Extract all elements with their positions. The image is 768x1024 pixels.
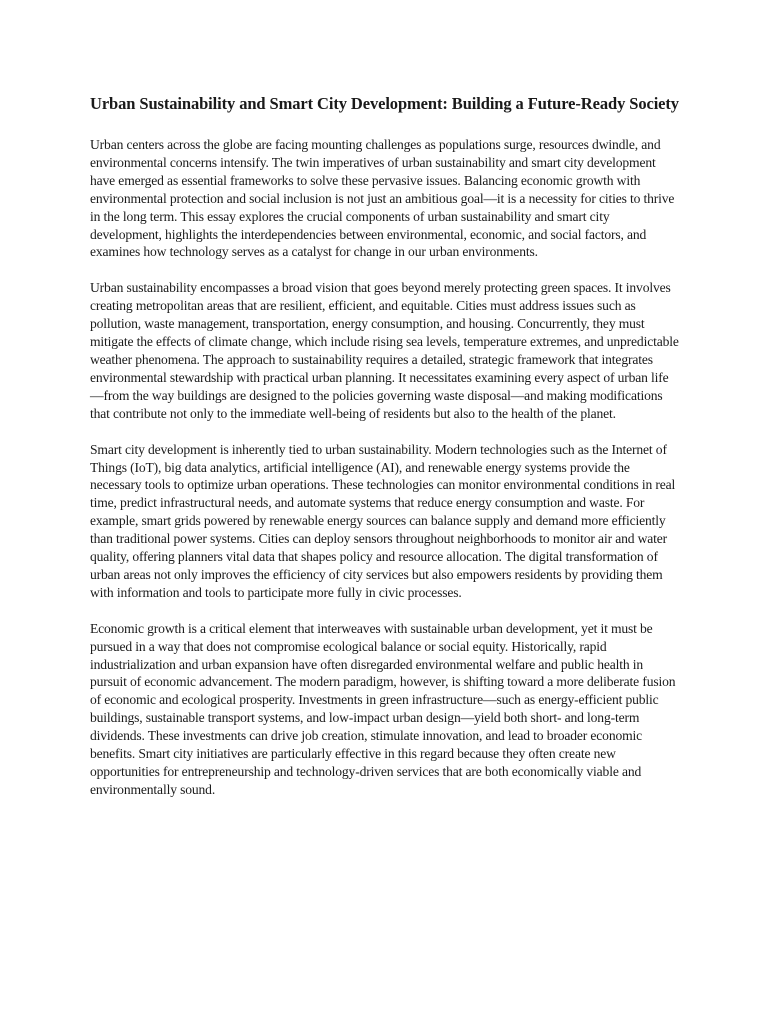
paragraph-urban-sustainability: Urban sustainability encompasses a broad vision that goes beyond merely protecting green spaces. It involves creating metropolitan areas that are resilient, efficient, and equitable. Cities must address issues such as pollution, waste management, transportation, energy consumption, and housing. Concurrently, they must mitigate the effects of climate change, which include rising sea levels, temperature extremes, and unpredictable weather phenomena. The approach to sustainability requires a detailed, strategic framework that integrates environmental stewardship with practical urban planning. It necessitates examining every aspect of urban life—from the way buildings are designed to the policies governing waste disposal—and making modifications that contribute not only to the immediate well-being of residents but also to the health of the planet. xyxy=(90,280,679,421)
paragraph-smart-city: Smart city development is inherently tied to urban sustainability. Modern technologies such as the Internet of Things (IoT), big data analytics, artificial intelligence (AI), and renewable energy systems provide the necessary tools to optimize urban operations. These technologies can monitor environmental conditions in real time, predict infrastructural needs, and automate systems that reduce energy consumption and waste. For example, smart grids powered by renewable energy sources can balance supply and demand more efficiently than traditional power systems. Cities can deploy sensors throughout neighborhoods to monitor air and water quality, offering planners vital data that shapes policy and resource allocation. The digital transformation of urban areas not only improves the efficiency of city services but also empowers residents by providing them with information and tools to participate more fully in civic processes. xyxy=(90,441,676,600)
paragraph-economic-growth: Economic growth is a critical element that interweaves with sustainable urban development, yet it must be pursued in a way that does not compromise ecological balance or social equity. Historically, rapid industrialization and urban expansion have often disregarded environmental welfare and public health in pursuit of economic advancement. The modern paradigm, however, is shifting toward a more deliberate fusion of economic and ecological prosperity. Investments in green infrastructure—such as energy-efficient public buildings, sustainable transport systems, and low-impact urban design—yield both short- and long-term dividends. These investments can drive job creation, stimulate innovation, and lead to broader economic benefits. Smart city initiatives are particularly effective in this regard because they often create new opportunities for entrepreneurship and technology-driven services that are both economically viable and environmentally sound. xyxy=(90,620,676,797)
document-title: Urban Sustainability and Smart City Development: Building a Future-Ready Society xyxy=(90,94,679,113)
paragraph-introduction: Urban centers across the globe are facing mounting challenges as populations surge, resources dwindle, and environmental concerns intensify. The twin imperatives of urban sustainability and smart city development have emerged as essential frameworks to solve these pervasive issues. Balancing economic growth with environmental protection and social inclusion is not just an ambitious goal—it is a necessity for cities to thrive in the long term. This essay explores the crucial components of urban sustainability and smart city development, highlights the interdependencies between environmental, economic, and social factors, and examines how technology serves as a catalyst for change in our urban environments. xyxy=(90,137,675,260)
document-page xyxy=(90,92,680,817)
